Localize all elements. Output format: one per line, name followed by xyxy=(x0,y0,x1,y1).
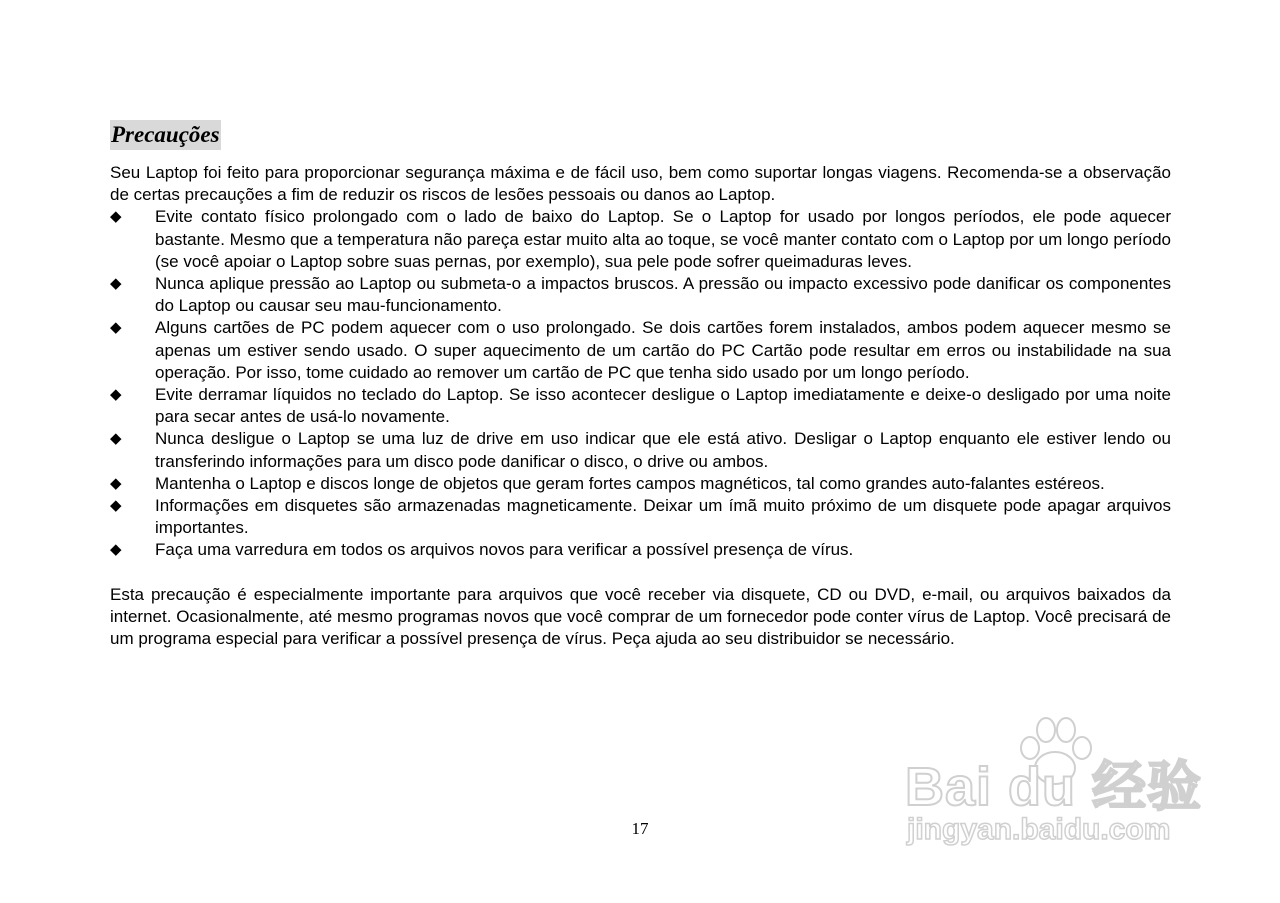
diamond-bullet-icon: ◆ xyxy=(110,474,122,492)
diamond-bullet-icon: ◆ xyxy=(110,208,122,226)
intro-paragraph: Seu Laptop foi feito para proporcionar segurança máxima e de fácil uso, bem como suportar longas viagens. Recomenda-se a observação de certas precauções a fim de reduzir os riscos de lesões pessoais ou danos ao Laptop. xyxy=(110,163,1171,205)
diamond-bullet-icon: ◆ xyxy=(110,386,122,404)
list-item xyxy=(110,539,1171,561)
list-item xyxy=(110,495,1171,539)
diamond-bullet-icon: ◆ xyxy=(110,541,122,559)
list-item-text: Faça uma varredura em todos os arquivos novos para verificar a possível presença de vírus. xyxy=(155,540,854,560)
list-item xyxy=(110,473,1171,495)
watermark-url: jingyan.baidu.com xyxy=(907,813,1171,846)
page-number: 17 xyxy=(631,819,649,838)
list-item-text: Nunca aplique pressão ao Laptop ou submeta-o a impactos bruscos. A pressão ou impacto excessivo pode danificar os componentes do Laptop ou causar seu mau-funcionamento. xyxy=(155,274,1171,316)
diamond-bullet-icon: ◆ xyxy=(110,275,122,293)
diamond-bullet-icon: ◆ xyxy=(110,319,122,337)
list-item xyxy=(110,428,1171,472)
list-item xyxy=(110,273,1171,317)
list-item-text: Alguns cartões de PC podem aquecer com o uso prolongado. Se dois cartões forem instalados, ambos podem aquecer mesmo se apenas um estiver sendo usado. O super aquecimento de um cartão do PC Cartão pode resultar em erros ou instabilidade na sua operação. Por isso, tome cuidado ao remover um cartão de PC que tenha sido usado por um longo período. xyxy=(155,318,1171,382)
list-item-text: Evite derramar líquidos no teclado do Laptop. Se isso acontecer desligue o Laptop imediatamente e deixe-o desligado por uma noite para secar antes de usá-lo novamente. xyxy=(155,385,1171,427)
list-item xyxy=(110,384,1171,428)
document-page xyxy=(110,120,1171,650)
list-item-text: Informações em disquetes são armazenadas magneticamente. Deixar um ímã muito próximo de um disquete pode apagar arquivos importantes. xyxy=(155,496,1171,538)
baidu-watermark xyxy=(905,710,1205,860)
watermark-brand: Bai du 经验 xyxy=(905,757,1203,817)
section-title: Precauções xyxy=(110,120,221,150)
list-item xyxy=(110,206,1171,273)
list-item xyxy=(110,317,1171,384)
list-item-text: Mantenha o Laptop e discos longe de objetos que geram fortes campos magnéticos, tal como grandes auto-falantes estéreos. xyxy=(155,473,1105,493)
list-item-text: Evite contato físico prolongado com o lado de baixo do Laptop. Se o Laptop for usado por longos períodos, ele pode aquecer bastante. Mesmo que a temperatura não pareça estar muito alta ao toque, se você manter contato com o Laptop por um longo período (se você apoiar o Laptop sobre suas pernas, por exemplo), sua pele pode sofrer queimaduras leves. xyxy=(155,207,1171,271)
closing-paragraph: Esta precaução é especialmente importante para arquivos que você receber via disquete, CD ou DVD, e-mail, ou arquivos baixados da internet. Ocasionalmente, até mesmo programas novos que você comprar de um fornecedor pode conter vírus de Laptop. Você precisará de um programa especial para verificar a possível presença de vírus. Peça ajuda ao seu distribuidor se necessário. xyxy=(110,584,1171,649)
list-item-text: Nunca desligue o Laptop se uma luz de drive em uso indicar que ele está ativo. Desligar o Laptop enquanto ele estiver lendo ou transferindo informações para um disco pode danificar o disco, o drive ou ambos. xyxy=(155,429,1171,471)
diamond-bullet-icon: ◆ xyxy=(110,497,122,515)
diamond-bullet-icon: ◆ xyxy=(110,430,122,448)
precautions-list xyxy=(110,206,1171,561)
